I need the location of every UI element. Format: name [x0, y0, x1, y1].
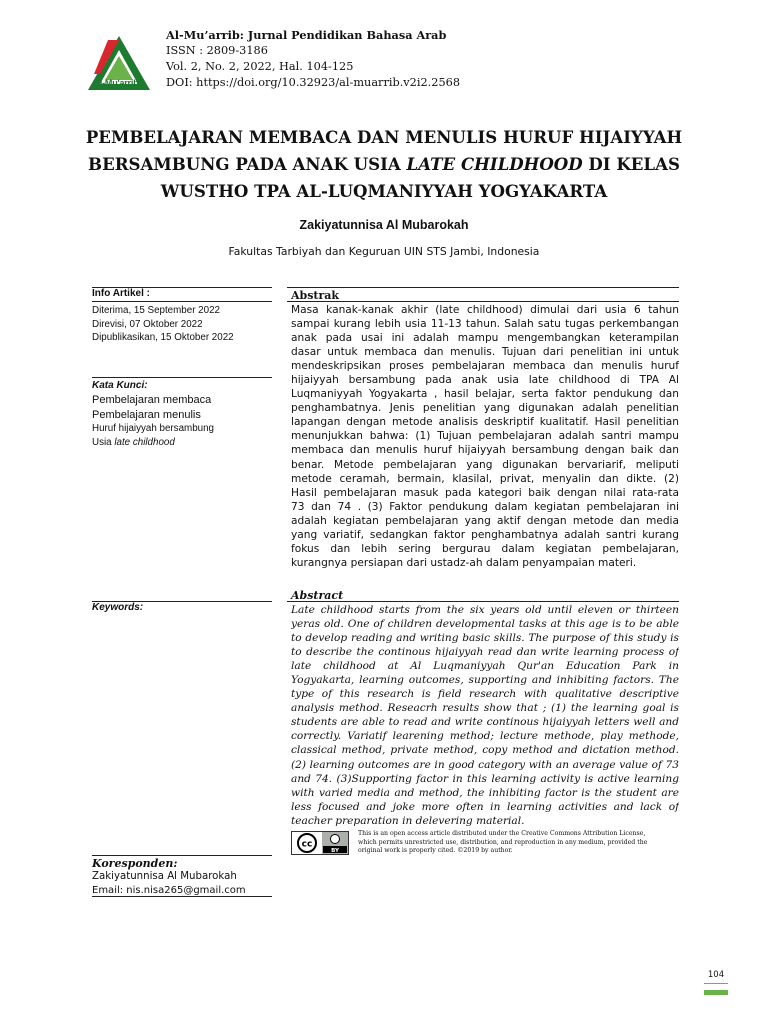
divider-top-right — [287, 287, 679, 288]
creative-commons-icon — [291, 831, 349, 855]
license-notice — [358, 830, 678, 856]
doi-link[interactable]: DOI: https://doi.org/10.32923/al-muarrib.v2i2.2568 — [166, 76, 461, 89]
abstract-line: students are able to read and write continous hijaiyyah letters well and — [291, 716, 679, 729]
abstract-line: Late childhood starts from the six years old until eleven or thirteen — [291, 604, 679, 616]
abstract-line: late childhood at Al Luqmaniyyah Qur'an Education Park in — [291, 660, 679, 673]
abstract-line: anak pada usai ini adalah mampu mengembangkan keterampilan — [291, 332, 679, 345]
abstract-line: benar. Metode pembelajaran yang digunakan bervariarif, meliputi — [291, 458, 679, 471]
abstract-line: classical method, private method, copy method and dictation method. — [291, 744, 679, 757]
corresponding-author: Zakiyatunnisa Al Mubarokah — [92, 871, 237, 882]
divider-kata-kunci — [92, 377, 272, 378]
keyword-item: Pembelajaran membaca — [92, 394, 212, 406]
abstract-line: yang variatif, sedangkan faktor penghambatnya adalah santri kurang — [291, 528, 679, 541]
keyword-item: Huruf hijaiyyah bersambung — [92, 423, 214, 434]
date-revised: Direvisi, 07 Oktober 2022 — [92, 318, 203, 330]
logo-wordmark: Al-Mu'arrib — [93, 78, 139, 88]
page-number-rule — [704, 983, 728, 984]
divider-info-left — [92, 301, 272, 302]
keyword-item: Usia late childhood — [92, 437, 175, 448]
abstract-line: 73 dan 74 . (3) Faktor pendukung dalam kegiatan pembelajaran ini — [291, 500, 679, 513]
issn: ISSN : 2809-3186 — [166, 44, 268, 57]
abstract-line: hijaiyyah bersambung pada anak usia late childhood di TPA Al — [291, 374, 679, 387]
abstract-line: to describe the continous hijaiyyah read dan write learning process of — [291, 646, 679, 659]
by-badge-label: BY — [331, 848, 339, 854]
abstract-line: menunjukkan bahwa: (1) Tujuan pembelajaran adalah santri mampu — [291, 430, 679, 443]
keywords-heading: Keywords: — [92, 602, 144, 613]
abstract-line: type of this research is field research with qualitative descriptive — [291, 688, 679, 701]
author-affiliation: Fakultas Tarbiyah dan Keguruan UIN STS Jambi, Indonesia — [228, 245, 540, 258]
license-line: which permits unrestricted use, distribution, and reproduction in any medium, provided the — [358, 838, 648, 846]
page-number-bar — [704, 990, 728, 995]
corresponding-email[interactable]: Email: nis.nisa265@gmail.com — [92, 885, 246, 896]
abstract-line: mendeskripsikan proses pembelajaran membaca dan menulis huruf — [291, 360, 679, 373]
journal-name: Al-Mu’arrib: Jurnal Pendidikan Bahasa Arab — [166, 28, 447, 42]
kata-kunci-list — [92, 393, 214, 450]
abstract-line: adalah kegiatan pembelajaran yang aktif dengan metode dan media — [291, 514, 679, 527]
abstract-line: Luqmaniyyah Yogyakarta , hasil belajar, serta faktor pendukung dan — [291, 388, 679, 401]
abstract-line: dasar untuk membaca dan menulis. Tujuan dari penelitian ini untuk — [291, 346, 679, 359]
keyword-item: Pembelajaran menulis — [92, 408, 201, 421]
divider-abstract-right — [287, 601, 679, 602]
abstract-line: penghambatnya. Jenis penelitian yang digunakan adalah penelitian — [291, 402, 679, 415]
date-received: Diterima, 15 September 2022 — [92, 305, 220, 316]
license-line: original work is properly cited. ©2019 by author. — [358, 847, 513, 855]
koresponden-heading: Koresponden: — [92, 857, 178, 870]
abstract-line: Hasil pembelajaran masuk pada kategori baik dengan nilai rata-rata — [291, 486, 679, 499]
abstract-line: (2) learning outcomes are in good category with an average value of 73 — [291, 758, 679, 771]
abstract-line: correctly. Variatif learening method; lecture methode, play methode, — [291, 730, 679, 743]
kata-kunci-heading: Kata Kunci: — [92, 380, 148, 391]
cc-badge-label: cc — [301, 839, 313, 850]
abstract-line: sampai kurang lebih usia 11-13 tahun. Salah satu tugas perkembangan — [291, 318, 679, 331]
info-artikel-heading: Info Artikel : — [92, 288, 150, 299]
info-artikel-dates — [92, 304, 234, 345]
license-line: This is an open access article distributed under the Creative Commons Attribution License, — [358, 830, 646, 837]
abstrak-body — [291, 303, 679, 570]
abstract-line: teacher preparation in delevering material. — [291, 814, 525, 827]
volume-info: Vol. 2, No. 2, 2022, Hal. 104-125 — [166, 60, 354, 73]
paper-title — [60, 124, 708, 205]
abstract-line: fokus dan lebih sering bergurau dalam kegiatan pembelajaran, — [291, 542, 679, 555]
abstract-line: Yogyakarta, learning outcomes, supporting and inhibiting factors. The — [291, 674, 679, 687]
abstract-line: and 74. (3)Supporting factor in this learning activity is active learning — [291, 772, 679, 785]
abstrak-heading: Abstrak — [291, 289, 340, 302]
title-line-3: WUSTHO TPA AL-LUQMANIYYAH YOGYAKARTA — [160, 181, 608, 201]
abstract-body — [291, 603, 679, 828]
abstract-line: kurangnya persiapan dari ustadz-ah dalam penyampaian materi. — [291, 556, 637, 569]
abstract-line: to develop reading and writing basic skills. The purpose of this study is — [291, 632, 679, 645]
title-line-2: BERSAMBUNG PADA ANAK USIA LATE CHILDHOOD DI KELAS — [88, 154, 680, 174]
abstract-line: metode ceramah, bermain, klasilal, privat, menyalin dan dikte. (2) — [291, 472, 679, 485]
abstract-heading: Abstract — [291, 589, 344, 602]
divider-bottom-left — [92, 896, 272, 897]
abstract-line: analysis method. Reseacrh results show that ; (1) the learning goal is — [291, 702, 679, 715]
abstract-line: Masa kanak-kanak akhir (late childhood) dimulai dari usia 6 tahun — [291, 304, 679, 316]
page-number: 104 — [707, 970, 725, 980]
date-published: Dipublikasikan, 15 Oktober 2022 — [92, 332, 234, 344]
abstract-line: yeras old. One of children developmental tasks at this age is to be able — [291, 618, 679, 631]
abstract-line: less focused and joke more often in learning activities and lack of — [291, 800, 679, 813]
divider-abstrak-right — [287, 301, 679, 302]
divider-koresponden — [92, 855, 272, 856]
abstract-line: membaca dan menulis huruf hijaiyyah bersambung dengan baik dan — [291, 444, 679, 457]
title-line-1: PEMBELAJARAN MEMBACA DAN MENULIS HURUF HIJAIYYAH — [85, 127, 683, 147]
journal-logo-icon — [86, 32, 152, 98]
abstract-line: lapangan dengan metode analisis deskriptif kualitatif. Hasil penelitian — [291, 416, 679, 429]
abstract-line: with varied media and method, the inhibiting factor is the student are — [291, 786, 679, 799]
author-name: Zakiyatunnisa Al Mubarokah — [299, 218, 469, 232]
